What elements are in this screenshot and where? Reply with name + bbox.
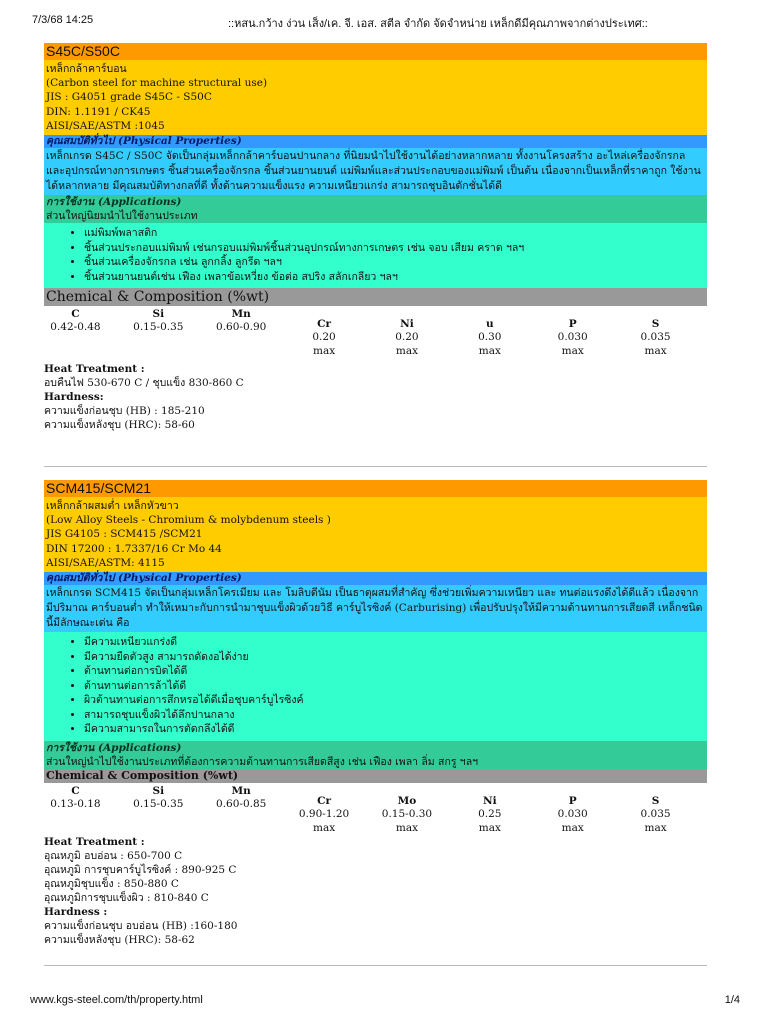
list-item: • ชิ้นส่วนยานยนต์เช่น เฟือง เพลาข้อเหวี่ยง ข้อต่อ สปริง สลักเกลียว ฯลฯ [84,270,707,285]
physical-text: เหล็กเกรด S45C / S50C จัดเป็นกลุ่มเหล็กกล้าคาร์บอนปานกลาง ที่นิยมนำไปใช้งานได้อย่างหลากหลาย ทั้งงานโครงสร้าง อะไหล่เครื่องจักรกล และอุปกรณ์ทางการเกษตร ชิ้นส่วนเครื่องจักรกล ชิ้นส่วนยานยนต์ แม่พิมพ์และส่วนประกอบของแม่พิมพ์ เป็นต้น เนื่องจากเป็นเหล็กที่ราคาถูก ใช้งานได้หลากหลาย มีคุณสมบัติทางกลที่ดี ทั้งด้านความแข็งแรง ความเหนียวแกร่ง สามารถชุบอินดักชั่นได้ดี [44,148,707,195]
grade-title: S45C/S50C [44,43,707,60]
composition-column [120,308,196,334]
element-symbol: Cr [317,318,331,331]
composition-column [452,795,528,835]
element-value: 0.035 [640,807,671,820]
element-value: 0.42-0.48 [50,321,101,334]
heat-label [44,362,707,376]
hardness-label-text: Hardness : [44,905,108,918]
element-symbol: Cr [317,794,331,807]
element-symbol: Mn [231,784,251,797]
element-symbol: Ni [483,794,497,807]
element-max: max [644,821,667,834]
element-symbol: u [485,318,494,331]
hardness-label [44,390,707,404]
physical-heading-text: คุณสมบัติทั่วไป (Physical Properties) [46,572,242,585]
composition-table [44,783,707,834]
element-max: max [312,345,336,358]
element-symbol: Si [152,784,165,797]
composition-heading: Chemical & Composition (%wt) [44,769,707,783]
hardness-line: ความแข็งก่อนชุบ (HB) : 185-210 [44,405,205,418]
element-max: max [478,345,501,358]
element-value: 0.20 [395,331,419,344]
element-symbol: C [71,784,80,797]
hardness-line: ความแข็งก่อนชุบ อบอ่อน (HB) :160-180 [44,919,238,932]
element-value: 0.030 [557,331,588,344]
physical-heading [44,135,707,148]
element-value: 0.60-0.90 [216,321,267,334]
heat-label-text: Heat Treatment : [44,363,145,376]
applications-heading [44,195,707,209]
composition-column [369,795,445,835]
info-line: เหล็กกล้าผสมต่ำ เหล็กหัวขาว [46,500,179,512]
composition-column [37,308,113,334]
physical-text: เหล็กเกรด SCM415 จัดเป็นกลุ่มเหล็กโครเมียม และ โมลิบดีนัม เป็นธาตุผสมที่สำคัญ ซึ่งช่วยเพิ่มความเหนียว และ ทนต่อแรงดึงได้ดีแล้ว เนื่องจากมีปริมาณ คาร์บอนต่ำ ทำให้เหมาะกับการนำมาชุบแข็งผิวด้วยวิธี คาร์บูไรซิงค์ (Carburising) เพื่อปรับปรุงให้มีความต้านทานการเสียดสี เหล็กชนิดนี้มีลักษณะเด่น คือ [44,585,707,632]
grade-info [44,60,707,135]
list-item: • มีความยืดตัวสูง สามารถดัดงอได้ง่าย [84,650,707,665]
info-line: (Carbon steel for machine structural use) [46,77,268,90]
physical-heading [44,572,707,585]
composition-column [535,795,611,835]
composition-column [618,318,694,358]
applications-heading [44,741,707,755]
element-symbol: P [568,794,577,807]
print-header [28,14,740,30]
heat-line: อบคืนไฟ 530-670 C / ชุบแข็ง 830-860 C [44,377,244,390]
element-value: 0.13-0.18 [50,797,101,810]
element-value: 0.30 [478,331,502,344]
section-s45c [44,43,707,432]
element-value: 0.25 [478,807,502,820]
element-symbol: C [71,308,80,321]
info-line: เหล็กกล้าคาร์บอน [46,63,127,75]
heat-line: อุณหภูมิชุบแข็ง : 850-880 C [44,877,179,890]
composition-column [618,795,694,835]
element-max: max [478,821,501,834]
element-symbol: P [568,318,577,331]
hardness-label-text: Hardness: [44,391,104,404]
list-item: • ต้านทานต่อการบิดได้ดี [84,664,707,679]
list-item: • มีความสามารถในการตัดกลึงได้ดี [84,722,707,737]
list-item: • ต้านทานต่อการล้าได้ดี [84,679,707,694]
element-max: max [644,345,667,358]
element-symbol: Si [152,308,165,321]
element-symbol: Mn [231,308,251,321]
element-max: max [395,345,418,358]
composition-column [37,785,113,811]
composition-column [369,318,445,358]
list-item: • ชิ้นส่วนประกอบแม่พิมพ์ เช่นกรอบแม่พิมพ์ชิ้นส่วนอุปกรณ์ทางการเกษตร เช่น จอบ เสียม คราด ฯลฯ [84,241,707,256]
list-item: • แม่พิมพ์พลาสติก [84,226,707,241]
heat-label [44,835,707,849]
info-line: JIS : G4051 grade S45C - S50C [46,91,212,104]
composition-column [452,318,528,358]
applications-heading-text: การใช้งาน (Applications) [46,741,182,754]
composition-column [203,785,279,811]
list-item: • มีความเหนียวแกร่งดี [84,635,707,650]
list-item: • ผิวต้านทานต่อการสึกหรอได้ดีเมื่อชุบคาร์บูไรซิงค์ [84,693,707,708]
element-value: 0.035 [640,331,671,344]
element-symbol: Ni [400,318,414,331]
composition-column [286,795,362,835]
heat-line: อุณหภูมิ การชุบคาร์บูไรซิงค์ : 890-925 C [44,863,237,876]
print-title: ::หสน.กว้าง ง่วน เส็ง/เค. จี. เอส. สตีล จำกัด จัดจำหน่าย เหล็กดีมีคุณภาพจากต่างประเทศ:: [228,18,648,30]
element-symbol: S [651,794,660,807]
composition-table [44,306,707,358]
list-item: • ชิ้นส่วนเครื่องจักรกล เช่น ลูกกลิ้ง ลูกรีด ฯลฯ [84,255,707,270]
element-value: 0.60-0.85 [216,797,267,810]
print-date: 7/3/68 14:25 [32,14,94,26]
applications-intro: ส่วนใหญ่นิยมนำไปใช้งานประเภท [44,209,707,223]
element-value: 0.90-1.20 [298,807,350,820]
grade-title: SCM415/SCM21 [44,480,707,497]
composition-column [120,785,196,811]
element-value: 0.15-0.35 [133,321,184,334]
info-line: JIS G4105 : SCM415 /SCM21 [46,528,203,541]
applications-list [44,223,707,288]
element-value: 0.20 [312,331,336,344]
features-list [44,632,707,741]
element-max: max [312,821,336,834]
element-symbol: Mo [397,794,417,807]
divider [44,965,707,966]
heat-label-text: Heat Treatment : [44,835,145,848]
composition-column [535,318,611,358]
info-line: DIN: 1.1191 / CK45 [46,105,151,118]
section-scm415 [44,480,707,947]
composition-column [203,308,279,334]
composition-heading: Chemical & Composition (%wt) [44,288,707,306]
grade-info [44,497,707,572]
element-value: 0.15-0.30 [381,807,433,820]
info-line: AISI/SAE/ASTM: 4115 [46,556,165,569]
applications-heading-text: การใช้งาน (Applications) [46,196,182,209]
element-value: 0.030 [557,807,588,820]
info-line: (Low Alloy Steels - Chromium & molybdenum steels ) [46,514,331,527]
applications-intro: ส่วนใหญ่นำไปใช้งานประเภทที่ต้องการความต้านทานการเสียดสีสูง เช่น เฟือง เพลา ลิ่ม สกรู ฯลฯ [44,755,707,769]
heat-treatment [44,835,707,947]
info-line: AISI/SAE/ASTM :1045 [46,119,165,132]
physical-heading-text: คุณสมบัติทั่วไป (Physical Properties) [46,135,242,148]
element-max: max [561,345,584,358]
heat-line: อุณหภูมิการชุบแข็งผิว : 810-840 C [44,891,209,904]
hardness-label [44,905,707,919]
element-max: max [395,821,418,834]
divider [44,466,707,467]
heat-line: อุณหภูมิ อบอ่อน : 650-700 C [44,849,183,862]
element-max: max [561,821,584,834]
heat-treatment [44,362,707,432]
info-line: DIN 17200 : 1.7337/16 Cr Mo 44 [46,542,222,555]
composition-column [286,318,362,358]
element-value: 0.15-0.35 [133,797,184,810]
hardness-line: ความแข็งหลังชุบ (HRC): 58-62 [44,933,195,946]
page-number: 1/4 [724,994,740,1006]
element-symbol: S [651,318,660,331]
list-item: • สามารถชุบแข็งผิวได้ลึกปานกลาง [84,708,707,723]
hardness-line: ความแข็งหลังชุบ (HRC): 58-60 [44,419,195,432]
page-url: www.kgs-steel.com/th/property.html [30,994,203,1006]
